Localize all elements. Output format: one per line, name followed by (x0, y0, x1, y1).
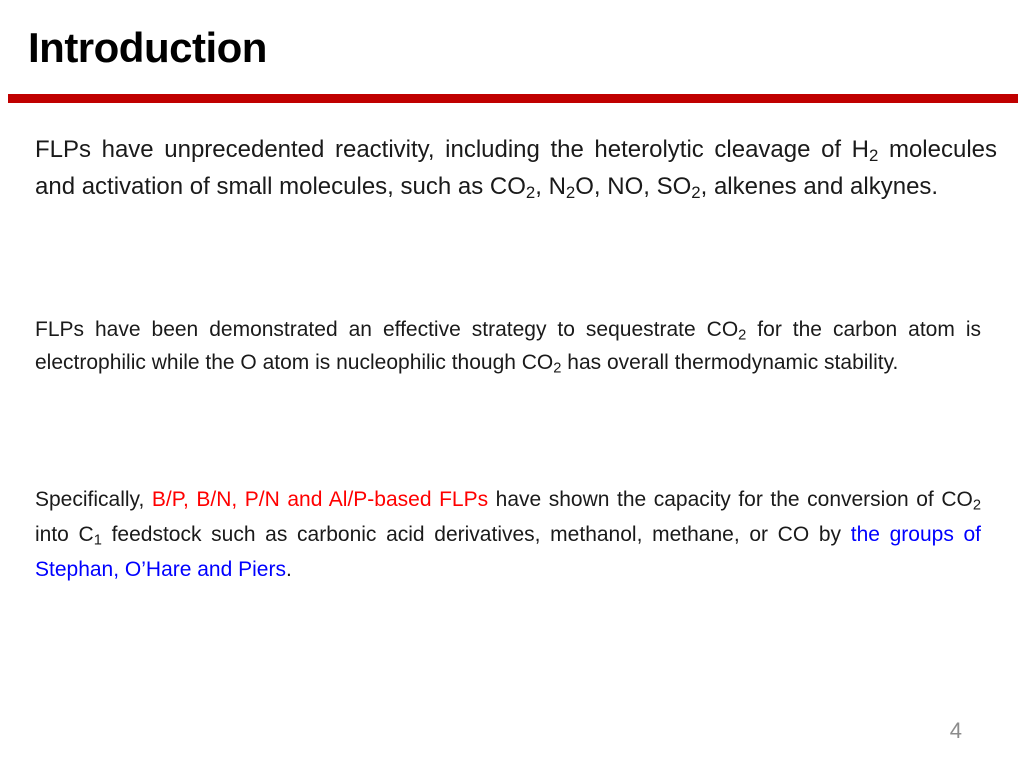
text-run: , alkenes and alkynes. (700, 173, 939, 200)
text-run: into C (35, 523, 94, 546)
paragraph-flp-reactivity (35, 131, 997, 205)
text-run: for the carbon atom is electrophilic while the O atom is nucleophilic though CO (35, 318, 981, 374)
subscript: 2 (691, 183, 701, 203)
highlight-flp-types: B/P, B/N, P/N and Al/P-based FLPs (151, 488, 489, 511)
text-run: Specifically, (35, 488, 152, 511)
title-divider (8, 94, 1018, 103)
slide-title: Introduction (28, 24, 267, 71)
text-run: feedstock such as carbonic acid derivatives, methanol, methane, or CO by (101, 523, 851, 546)
text-run: , N (535, 173, 566, 200)
text-run: O, NO, SO (575, 173, 692, 200)
paragraph-co2-sequestration (35, 313, 981, 379)
text-run: have shown the capacity for the conversion of CO (488, 488, 973, 511)
paragraph-co2-conversion (35, 482, 981, 587)
text-run: . (285, 558, 292, 581)
page-number: 4 (949, 718, 962, 743)
subscript: 2 (869, 146, 879, 166)
text-run: molecules and activation of small molecules, such as CO (35, 136, 997, 200)
subscript: 2 (525, 183, 536, 203)
subscript: 2 (553, 360, 562, 377)
text-run: FLPs have unprecedented reactivity, including the heterolytic cleavage of H (35, 136, 870, 163)
text-run: FLPs have been demonstrated an effective strategy to sequestrate CO (35, 318, 739, 341)
subscript: 1 (93, 532, 102, 549)
highlight-research-groups: the groups of Stephan, O’Hare and Piers (35, 523, 982, 581)
subscript: 2 (738, 327, 747, 344)
text-run: has overall thermodynamic stability. (561, 351, 899, 374)
subscript: 2 (972, 497, 981, 514)
subscript: 2 (565, 183, 576, 203)
